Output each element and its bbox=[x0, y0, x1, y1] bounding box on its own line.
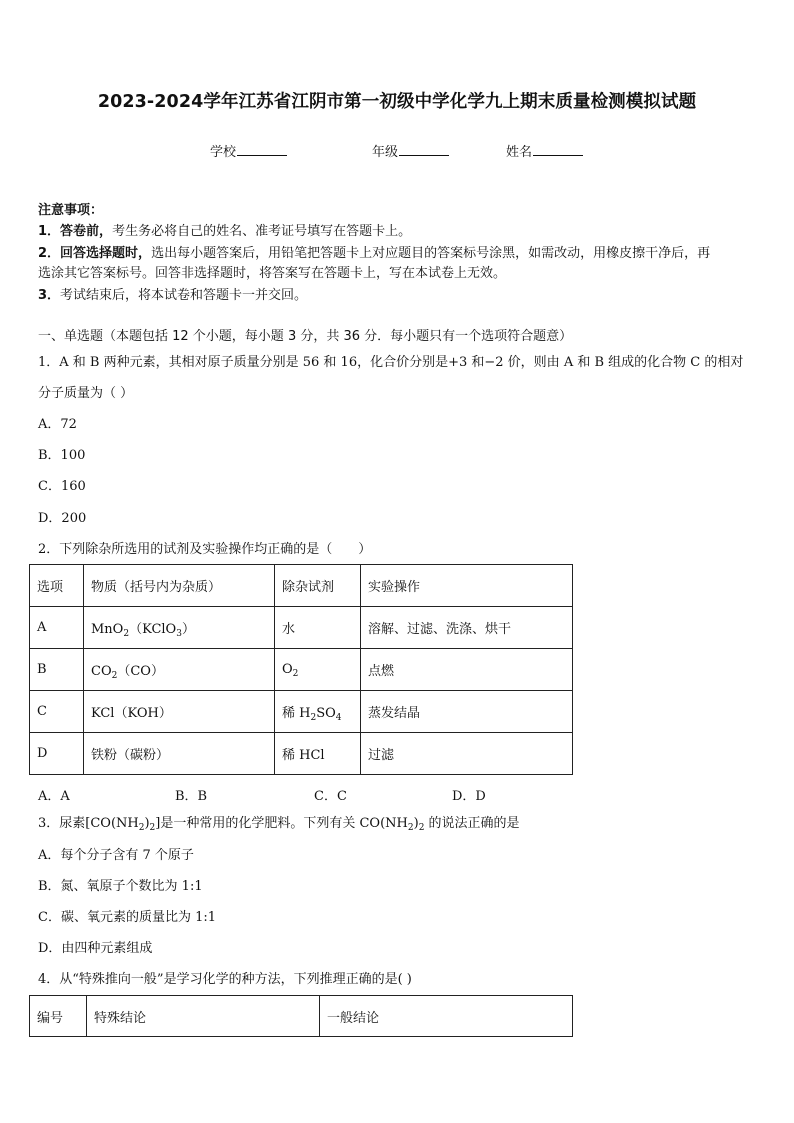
section-heading: 一、单选题（本题包括 12 个小题，每小题 3 分，共 36 分．每小题只有一个选项符合题意） bbox=[38, 329, 573, 344]
q4-table bbox=[29, 995, 573, 1037]
page-title: 2023-2024学年江苏省江阴市第一初级中学化学九上期末质量检测模拟试题 bbox=[97, 92, 697, 112]
q2-choice-a: A．A bbox=[38, 789, 70, 804]
q2-row-b-substance: $CO_2(CO)$ bbox=[84, 649, 275, 691]
q1-stem-line1: 1．A 和 B 两种元素，其相对原子质量分别是 56 和 16，化合价分别是+3 和−2 价，则由 A 和 B 组成的化合物 C 的相对 bbox=[38, 355, 744, 370]
q3-option-b: B．氮、氧原子个数比为 1:1 bbox=[38, 879, 203, 894]
notes-heading: 注意事项： bbox=[38, 203, 104, 218]
note-2-num: 2． bbox=[38, 246, 61, 261]
table-row bbox=[30, 733, 573, 775]
q2-header-option: 选项 bbox=[30, 565, 84, 607]
table-row bbox=[30, 649, 573, 691]
q1-option-d: D．200 bbox=[38, 511, 87, 526]
q2-row-d-operation: 过滤 bbox=[361, 733, 573, 775]
q1-option-c: C．160 bbox=[38, 479, 86, 494]
note-1-bold: 答卷前， bbox=[60, 224, 113, 239]
note-2 bbox=[38, 246, 710, 262]
q4-header-number: 编号 bbox=[30, 996, 87, 1037]
note-2-text: 选出每小题答案后，用铅笔把答题卡上对应题目的答案标号涂黑，如需改动，用橡皮擦干净后，再 bbox=[151, 246, 711, 261]
q2-row-a-option: A bbox=[30, 607, 84, 649]
q2-row-d-substance: 铁粉（碳粉） bbox=[84, 733, 275, 775]
q2-table bbox=[29, 564, 573, 775]
q3-option-d: D．由四种元素组成 bbox=[38, 941, 153, 956]
note-1-text: 考生务必将自己的姓名、准考证号填写在答题卡上。 bbox=[112, 224, 412, 239]
grade-field bbox=[372, 141, 449, 160]
q4-header-general: 一般结论 bbox=[320, 996, 573, 1037]
q2-row-a-substance: MnO$_2$（KClO$_3$） bbox=[84, 607, 275, 649]
q2-row-a-reagent: 水 bbox=[275, 607, 361, 649]
table-row bbox=[30, 691, 573, 733]
q2-choice-b: B．B bbox=[175, 789, 208, 804]
q2-row-a-operation: 溶解、过滤、洗涤、烘干 bbox=[361, 607, 573, 649]
q2-table-header bbox=[30, 565, 573, 607]
q2-row-c-substance: KCl（KOH） bbox=[84, 691, 275, 733]
q2-row-c-option: C bbox=[30, 691, 84, 733]
note-1-num: 1． bbox=[38, 224, 61, 239]
note-2-bold: 回答选择题时， bbox=[60, 246, 152, 261]
q3-option-a: A．每个分子含有 7 个原子 bbox=[38, 848, 194, 863]
table-row bbox=[30, 607, 573, 649]
note-3 bbox=[38, 288, 307, 304]
q2-choice-c: C．C bbox=[314, 789, 347, 804]
q2-row-d-option: D bbox=[30, 733, 84, 775]
q2-stem: 2．下列除杂所选用的试剂及实验操作均正确的是（ ） bbox=[38, 542, 372, 557]
note-2-cont: 选涂其它答案标号。回答非选择题时，将答案写在答题卡上，写在本试卷上无效。 bbox=[38, 266, 507, 281]
q1-option-a: A．72 bbox=[38, 417, 77, 432]
q2-row-d-reagent: 稀 HCl bbox=[275, 733, 361, 775]
name-field bbox=[506, 141, 583, 160]
q2-header-substance: 物质（括号内为杂质） bbox=[84, 565, 275, 607]
q2-header-reagent: 除杂试剂 bbox=[275, 565, 361, 607]
note-3-text: 考试结束后，将本试卷和答题卡一并交回。 bbox=[60, 288, 308, 303]
q3-option-c: C．碳、氧元素的质量比为 1:1 bbox=[38, 910, 217, 925]
name-blank bbox=[533, 143, 583, 156]
school-field bbox=[210, 141, 287, 160]
note-3-num: 3． bbox=[38, 288, 61, 303]
q2-row-b-operation: 点燃 bbox=[361, 649, 573, 691]
q2-row-b-option: B bbox=[30, 649, 84, 691]
note-1 bbox=[38, 224, 411, 240]
q1-stem-line2: 分子质量为（ ） bbox=[38, 386, 134, 401]
q3-stem: 3．尿素$[CO(NH_2)_2]$是一种常用的化学肥料。下列有关 $CO(NH_2)_2$ 的说法正确的是 bbox=[38, 816, 520, 833]
school-blank bbox=[237, 143, 287, 156]
q2-row-c-reagent: 稀 $H_2SO_4$ bbox=[275, 691, 361, 733]
q1-option-b: B．100 bbox=[38, 448, 86, 463]
school-label: 学校 bbox=[210, 145, 237, 160]
q4-header-special: 特殊结论 bbox=[87, 996, 320, 1037]
q2-row-b-reagent: $O_2$ bbox=[275, 649, 361, 691]
q4-table-header bbox=[30, 996, 573, 1037]
name-label: 姓名 bbox=[506, 145, 533, 160]
q2-row-c-operation: 蒸发结晶 bbox=[361, 691, 573, 733]
q2-header-operation: 实验操作 bbox=[361, 565, 573, 607]
grade-blank bbox=[399, 143, 449, 156]
q2-choice-d: D．D bbox=[452, 789, 486, 804]
grade-label: 年级 bbox=[372, 145, 399, 160]
q4-stem: 4．从“特殊推向一般”是学习化学的种方法，下列推理正确的是( ) bbox=[38, 972, 412, 987]
